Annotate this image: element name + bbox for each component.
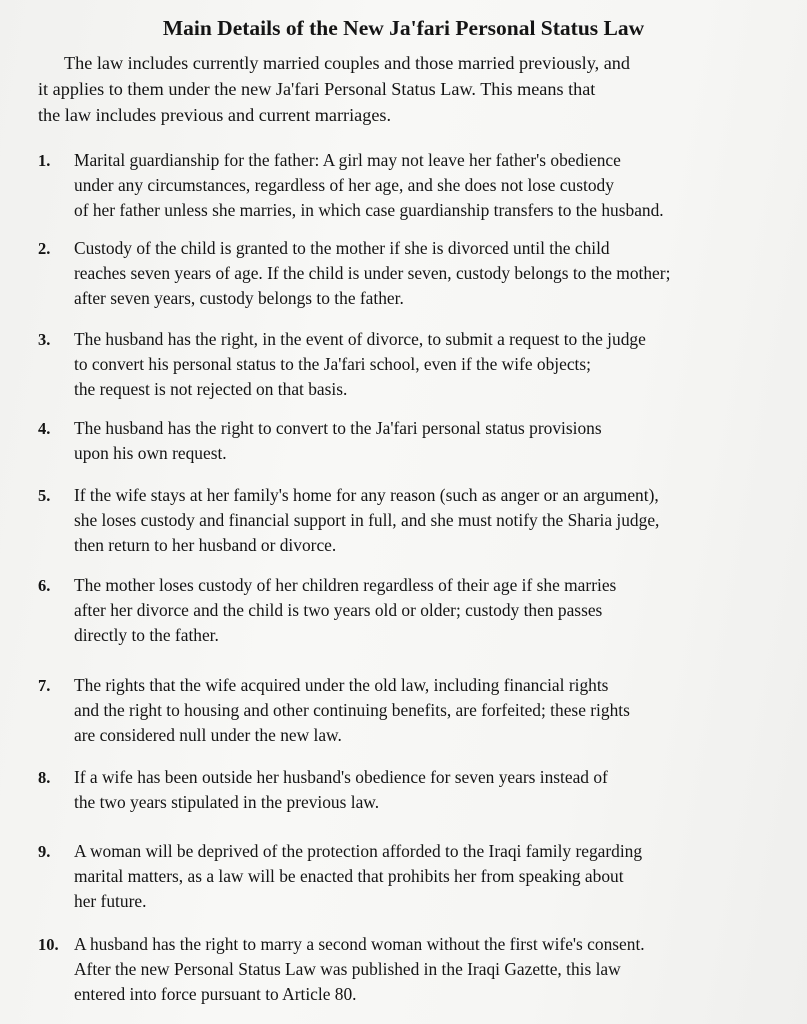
item-line: her future. (74, 891, 147, 911)
item-line: the request is not rejected on that basis. (74, 379, 348, 399)
item-line: the two years stipulated in the previous law. (74, 792, 380, 812)
item-number: 8. (38, 768, 51, 787)
item-text (74, 673, 804, 748)
item-line: entered into force pursuant to Article 80. (74, 984, 357, 1004)
intro-line: it applies to them under the new Ja'fari Personal Status Law. This means that (38, 79, 596, 99)
item-number: 3. (38, 330, 51, 349)
item-line: to convert his personal status to the Ja'fari school, even if the wife objects; (74, 354, 591, 374)
item-line: The rights that the wife acquired under the old law, including financial rights (74, 675, 609, 695)
item-line: are considered null under the new law. (74, 725, 342, 745)
item-line: Marital guardianship for the father: A girl may not leave her father's obedience (74, 150, 621, 170)
item-text (74, 327, 804, 402)
item-number: 5. (38, 486, 51, 505)
item-line: If a wife has been outside her husband's obedience for seven years instead of (74, 767, 608, 787)
item-text (74, 416, 804, 466)
item-text (74, 483, 804, 558)
item-number: 9. (38, 842, 51, 861)
item-line: marital matters, as a law will be enacted that prohibits her from speaking about (74, 866, 624, 886)
item-line: after seven years, custody belongs to the father. (74, 288, 404, 308)
item-number: 6. (38, 576, 51, 595)
item-line: A husband has the right to marry a second woman without the first wife's consent. (74, 934, 645, 954)
item-line: then return to her husband or divorce. (74, 535, 337, 555)
item-line: and the right to housing and other continuing benefits, are forfeited; these rights (74, 700, 630, 720)
item-line: The husband has the right to convert to the Ja'fari personal status provisions (74, 418, 602, 438)
item-line: A woman will be deprived of the protection afforded to the Iraqi family regarding (74, 841, 643, 861)
item-text (74, 839, 804, 914)
item-number: 7. (38, 676, 51, 695)
item-text (74, 765, 804, 815)
item-text (74, 932, 804, 1007)
item-text (74, 236, 804, 311)
item-number: 1. (38, 151, 51, 170)
item-line: under any circumstances, regardless of her age, and she does not lose custody (74, 175, 614, 195)
item-line: The husband has the right, in the event of divorce, to submit a request to the judge (74, 329, 646, 349)
intro-line: The law includes currently married couples and those married previously, and (64, 53, 630, 73)
item-line: upon his own request. (74, 443, 227, 463)
item-number: 2. (38, 239, 51, 258)
item-line: of her father unless she marries, in which case guardianship transfers to the husband. (74, 200, 664, 220)
item-text (74, 573, 804, 648)
item-line: reaches seven years of age. If the child is under seven, custody belongs to the mother; (74, 263, 671, 283)
document-title: Main Details of the New Ja'fari Personal Status Law (162, 16, 645, 40)
item-line: Custody of the child is granted to the mother if she is divorced until the child (74, 238, 610, 258)
item-line: After the new Personal Status Law was published in the Iraqi Gazette, this law (74, 959, 621, 979)
item-line: directly to the father. (74, 625, 219, 645)
item-line: If the wife stays at her family's home for any reason (such as anger or an argument), (74, 485, 659, 505)
item-line: after her divorce and the child is two years old or older; custody then passes (74, 600, 603, 620)
item-line: she loses custody and financial support in full, and she must notify the Sharia judge, (74, 510, 660, 530)
item-line: The mother loses custody of her children regardless of their age if she marries (74, 575, 617, 595)
item-number: 10. (38, 935, 59, 954)
item-number: 4. (38, 419, 51, 438)
intro-line: the law includes previous and current marriages. (38, 105, 392, 125)
item-text (74, 148, 804, 223)
